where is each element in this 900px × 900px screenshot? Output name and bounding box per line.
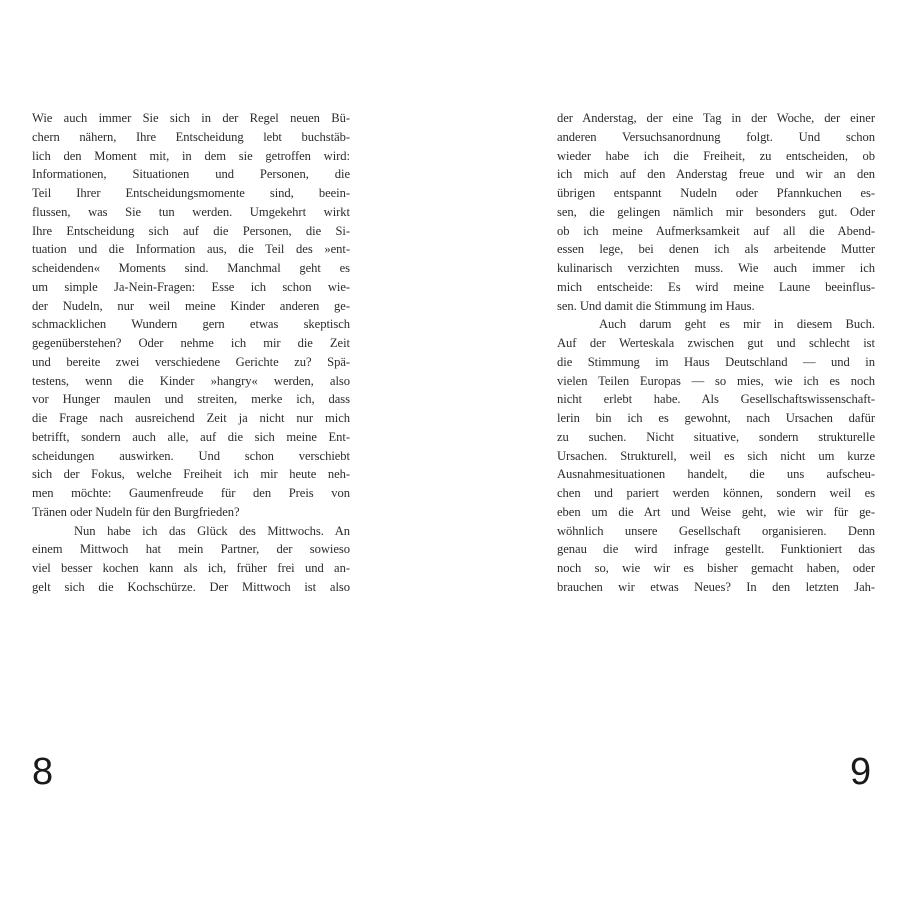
text-line: zu suchen. Nicht situative, sondern strukturelle	[557, 429, 875, 444]
text-line: Teil Ihrer Entscheidungsmomente sind, beein-	[32, 186, 350, 200]
page-number-left: 8	[32, 751, 54, 793]
text-line: ich mich auf den Anderstag freue und wir an den	[557, 167, 875, 182]
text-line: eben um die Art und Weise geht, wie wir für ge-	[557, 504, 875, 519]
text-line: wieder habe ich die Freiheit, zu entscheiden, ob	[557, 148, 875, 163]
text-line: noch so, wie wir es bisher gemacht haben, oder	[557, 561, 875, 575]
text-line: Ihre Entscheidung sich auf die Personen, die Si-	[32, 223, 350, 238]
text-line: der Anderstag, der eine Tag in der Woche, der einer	[557, 111, 875, 125]
text-line: sich der Fokus, welche Freiheit ich mir heute neh-	[32, 467, 350, 482]
text-line: chen und pariert werden können, sondern weil es	[557, 486, 875, 500]
text-line: Tränen oder Nudeln für den Burgfrieden?	[32, 504, 240, 519]
text-line: gelt sich die Kochschürze. Der Mittwoch ist also	[32, 579, 350, 594]
text-line: sen. Und damit die Stimmung im Haus.	[557, 298, 755, 313]
text-line: Informationen, Situationen und Personen, die	[32, 167, 350, 182]
text-line: gegenüberstehen? Oder nehme ich mir die Zeit	[32, 336, 350, 350]
text-line: um simple Ja-Nein-Fragen: Esse ich schon wie-	[32, 279, 350, 294]
page-number-right: 9	[850, 751, 872, 793]
text-line: wöhnlich unsere Gesellschaft organisieren. Denn	[557, 523, 875, 538]
text-line: anderen Versuchsanordnung folgt. Und schon	[557, 129, 875, 144]
text-line: tuation und die Information aus, die Teil des »ent-	[32, 242, 350, 257]
paragraph-first-line: Auch darum geht es mir in diesem Buch.	[599, 317, 875, 332]
text-line: übrigen entspannt Nudeln oder Pfannkuchen es-	[557, 186, 875, 200]
text-line: kulinarisch verzichten muss. Wie auch immer ich	[557, 261, 875, 275]
text-line: flussen, was Sie tun werden. Umgekehrt wirkt	[32, 204, 350, 219]
text-line: lich den Moment mit, in dem sie getroffen wird:	[32, 148, 350, 163]
paragraph-first-line: Nun habe ich das Glück des Mittwochs. An	[74, 523, 350, 538]
text-line: nicht erlebt habe. Als Gesellschaftswissenschaft-	[557, 392, 875, 407]
text-line: brauchen wir etwas Neues? In den letzten Jah-	[557, 579, 875, 594]
text-line: ob ich meine Aufmerksamkeit auf all die Abend-	[557, 223, 875, 238]
text-line: Ursachen. Strukturell, weil es sich nicht um kurze	[557, 448, 875, 463]
text-line: schmacklichen Wundern gern etwas skeptisch	[32, 317, 350, 332]
text-line: testens, wenn die Kinder »hangry« werden, also	[32, 373, 350, 388]
text-line: chern nähern, Ihre Entscheidung lebt buchstäb-	[32, 129, 350, 144]
text-line: viel besser kochen kann als ich, früher frei und an-	[32, 561, 350, 575]
text-line: men möchte: Gaumenfreude für den Preis von	[32, 486, 350, 500]
text-line: mich entscheide: Es wird meine Laune beeinflus-	[557, 279, 875, 294]
right-text-column	[557, 109, 875, 597]
text-line: genau die wird infrage gestellt. Funktioniert das	[557, 542, 875, 557]
text-line: vor Hunger maulen und streiten, merke ich, dass	[32, 392, 350, 407]
text-line: Ausnahmesituationen handelt, die uns aufscheu-	[557, 467, 875, 482]
text-line: Wie auch immer Sie sich in der Regel neuen Bü-	[32, 111, 350, 125]
text-line: essen lege, bei denen ich als arbeitende Mutter	[557, 242, 875, 257]
right-page	[450, 0, 900, 900]
text-line: scheidungen auswirken. Und schon verschiebt	[32, 448, 350, 463]
left-text-column	[32, 109, 350, 597]
text-line: vielen Teilen Europas — so mies, wie ich es noch	[557, 373, 875, 388]
text-line: Auf der Werteskala zwischen gut und schlecht ist	[557, 336, 875, 350]
text-line: der Nudeln, nur weil meine Kinder anderen ge-	[32, 298, 350, 313]
text-line: einem Mittwoch hat mein Partner, der sowieso	[32, 542, 350, 557]
text-line: und bereite zwei verschiedene Gerichte zu? Spä-	[32, 354, 350, 369]
text-line: die Stimmung im Haus Deutschland — und in	[557, 354, 875, 369]
text-line: sen, die gelingen nämlich mir besonders gut. Oder	[557, 204, 875, 219]
text-line: die Frage nach ausreichend Zeit ja nicht nur mich	[32, 411, 350, 425]
text-line: scheidenden« Moments sind. Manchmal geht es	[32, 261, 350, 275]
text-line: betrifft, sondern auch alle, auf die sich meine Ent-	[32, 429, 350, 444]
text-line: lerin bin ich es gewohnt, nach Ursachen dafür	[557, 411, 875, 425]
